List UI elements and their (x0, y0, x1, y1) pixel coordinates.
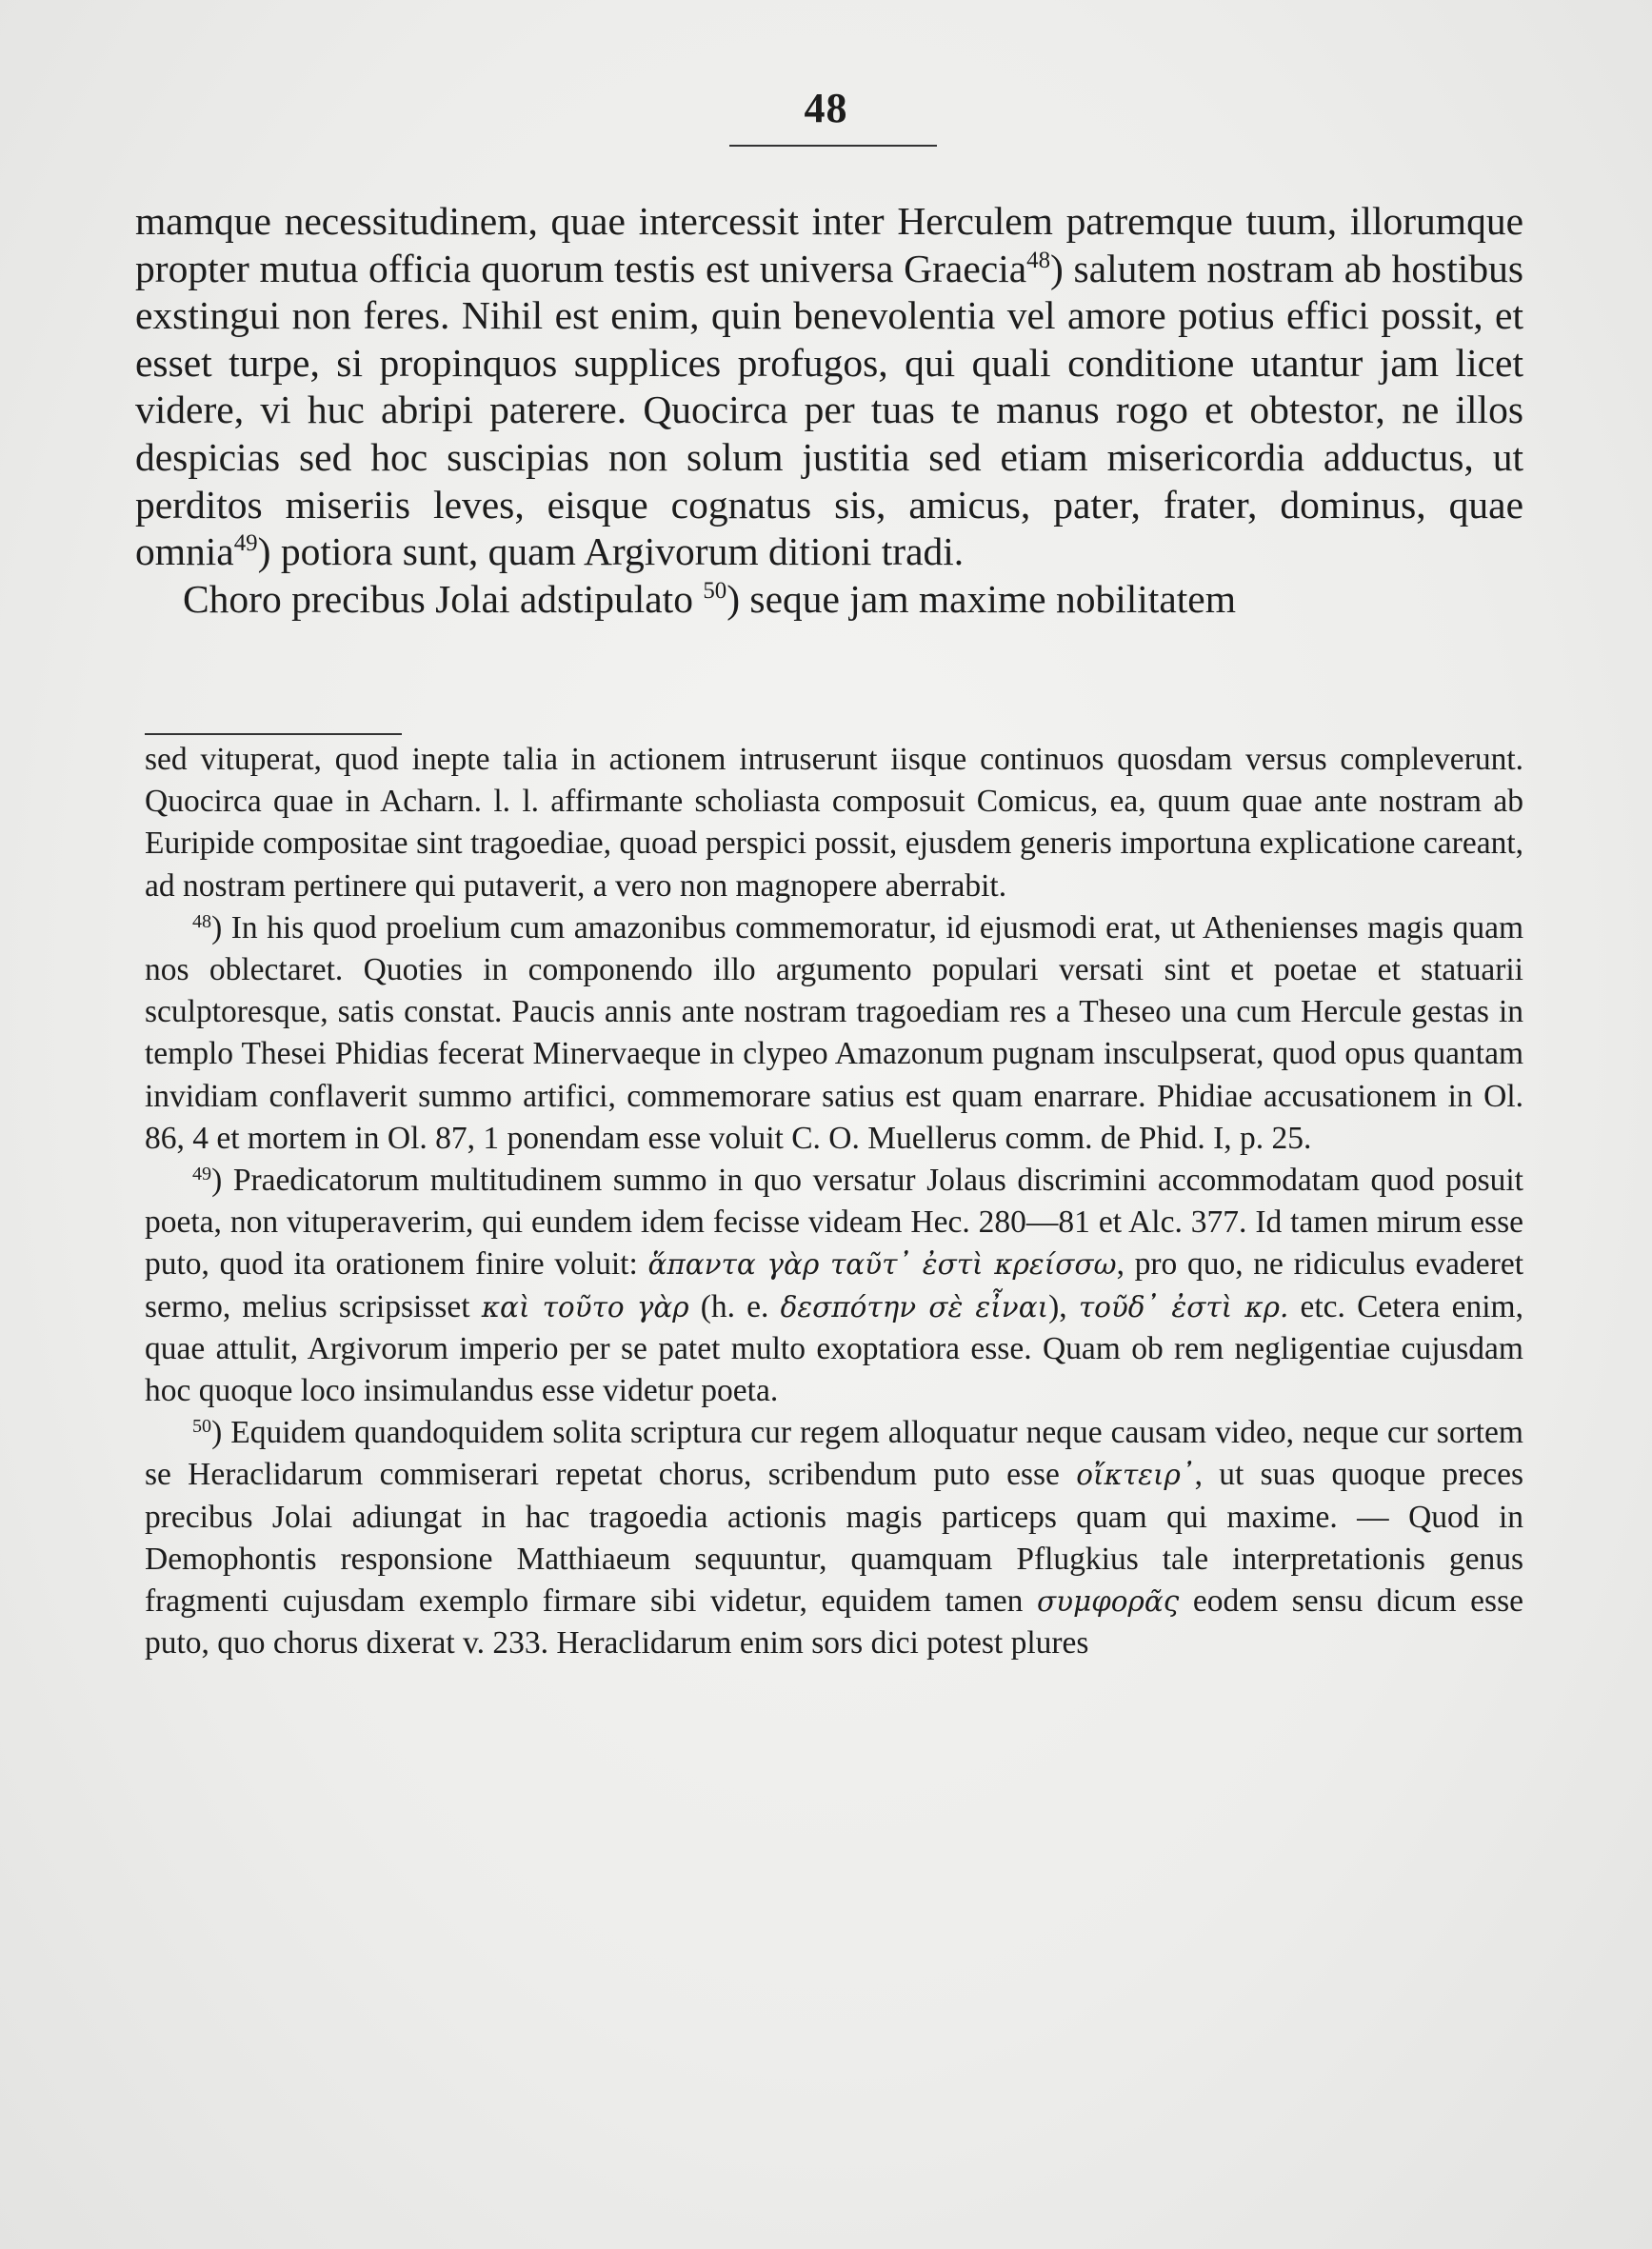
footnote-text: , pro quo, ne ridiculus evaderet sermo, melius scripsisset (145, 1246, 1523, 1324)
footnote-text: eodem sensu dicum esse puto, quo chorus dixerat v. 233. Heraclidarum enim sors dici potest plures (145, 1583, 1523, 1662)
text-segment: Choro precibus Jolai adstipulato (183, 576, 704, 621)
footnote-ref: 48 (1026, 247, 1051, 273)
greek-quote: ἅπαντα γὰρ ταῦτ᾽ ἐστὶ κρείσσω (647, 1248, 1117, 1282)
text-segment: ) seque jam maxime nobilitatem (726, 576, 1236, 621)
footnote-ref: 49 (233, 530, 258, 557)
footnote-text: ), (1048, 1288, 1079, 1324)
footnote-49 (145, 1160, 1523, 1412)
footnote-text: (h. e. (688, 1288, 781, 1324)
main-text (135, 198, 1523, 623)
text-segment: ) potiora sunt, quam Argivorum ditioni tradi. (257, 529, 965, 574)
footnote-mark: 50 (192, 1416, 212, 1438)
footnote-text: , ut suas quoque preces precibus Jolai adiungat in hac tragoedia actionis magis particeps quam qui maxime. — Quod in Demophontis responsione Matthiaeum sequuntur, quamquam Pflugkius tale interpretationis genus fragmenti cujusdam exemplo firmare sibi videtur, equidem tamen (145, 1457, 1523, 1620)
main-paragraph (135, 198, 1523, 576)
footnote-text: etc. Cetera enim, quae attulit, Argivorum imperio per se patet multo exoptatiora esse. Quam ob rem negligentiae cujusdam hoc quoque loco insimulandus esse videtur poeta. (145, 1288, 1523, 1409)
greek-quote: τοῦδ᾽ ἐστὶ κρ. (1078, 1290, 1289, 1324)
footnote-mark: 49 (192, 1163, 212, 1184)
footnote-continuation: sed vituperat, quod inepte talia in actionem intruserunt iisque continuos quosdam versus compleverunt. Quocirca quae in Acharn. l. l. affirmante scholiasta composuit Comicus, ea, quum quae ante nostram ab Euripide compositae sint tragoediae, quoad perspici possit, ejusdem generis importuna explicatione careant, ad nostram pertinere qui putaverit, a vero non magnopere aberrabit. (145, 742, 1523, 904)
footnote-text: ) In his quod proelium cum amazonibus commemoratur, id ejusmodi erat, ut Athenienses magis quam nos oblectaret. Quoties in componendo illo argumento populari versati sint et poetae et statuarii sculptoresque, satis constat. Paucis annis ante nostram tragoediam res a Theseo una cum Hercule gestas in templo Thesei Phidias fecerat Minervaeque in clypeo Amazonum pugnam insculpserat, quod opus quantam invidiam conflaverit summo artifici, commemorare satius est quam enarrare. Phidiae accusationem in Ol. 86, 4 et mortem in Ol. 87, 1 ponendam esse voluit C. O. Muellerus comm. de Phid. I, p. 25. (145, 909, 1523, 1156)
greek-quote: δεσπότην σὲ εἶναι (780, 1290, 1049, 1324)
header-rule (729, 145, 937, 147)
greek-quote: οἴκτειρ᾽ (1076, 1459, 1195, 1492)
footnote-text: ) Praedicatorum multitudinem summo in quo versatur Jolaus discrimini accommodatam quod posuit poeta, non vituperaverim, qui eundem idem fecisse videam Hec. 280—81 et Alc. 377. Id tamen mirum esse puto, quod ita orationem finire voluit: (145, 1163, 1523, 1283)
footnotes (145, 739, 1523, 1664)
footnote-text: ) Equidem quandoquidem solita scriptura cur regem alloquatur neque causam video, neque cur sortem se Heraclidarum commiserari repetat chorus, scribendum puto esse (145, 1415, 1523, 1493)
greek-quote: συμφορᾶς (1036, 1585, 1180, 1619)
footnote-48 (145, 907, 1523, 1160)
footnote-50 (145, 1412, 1523, 1664)
footnote-separator (145, 733, 402, 735)
footnote-ref: 50 (703, 577, 727, 604)
text-segment: ) salutem nostram ab hostibus exstingui non feres. Nihil est enim, quin benevolentia vel amore potius effici possit, et esset turpe, si propinquos supplices profugos, qui quali conditione utantur jam licet videre, vi huc abripi paterere. Quocirca per tuas te manus rogo et obtestor, ne illos despicias sed hoc suscipias non solum justitia sed etiam misericordia adductus, ut perditos miseriis leves, eisque cognatus sis, amicus, pater, frater, dominus, quae omnia (135, 246, 1523, 574)
greek-quote: καὶ τοῦτο γὰρ (481, 1290, 689, 1324)
text-segment: mamque necessitudinem, quae intercessit inter Herculem patremque tuum, illorumque propter mutua officia quorum testis est universa Graecia (135, 199, 1523, 290)
footnote-mark: 48 (192, 910, 212, 932)
main-paragraph (135, 576, 1523, 624)
page-number: 48 (804, 85, 848, 131)
